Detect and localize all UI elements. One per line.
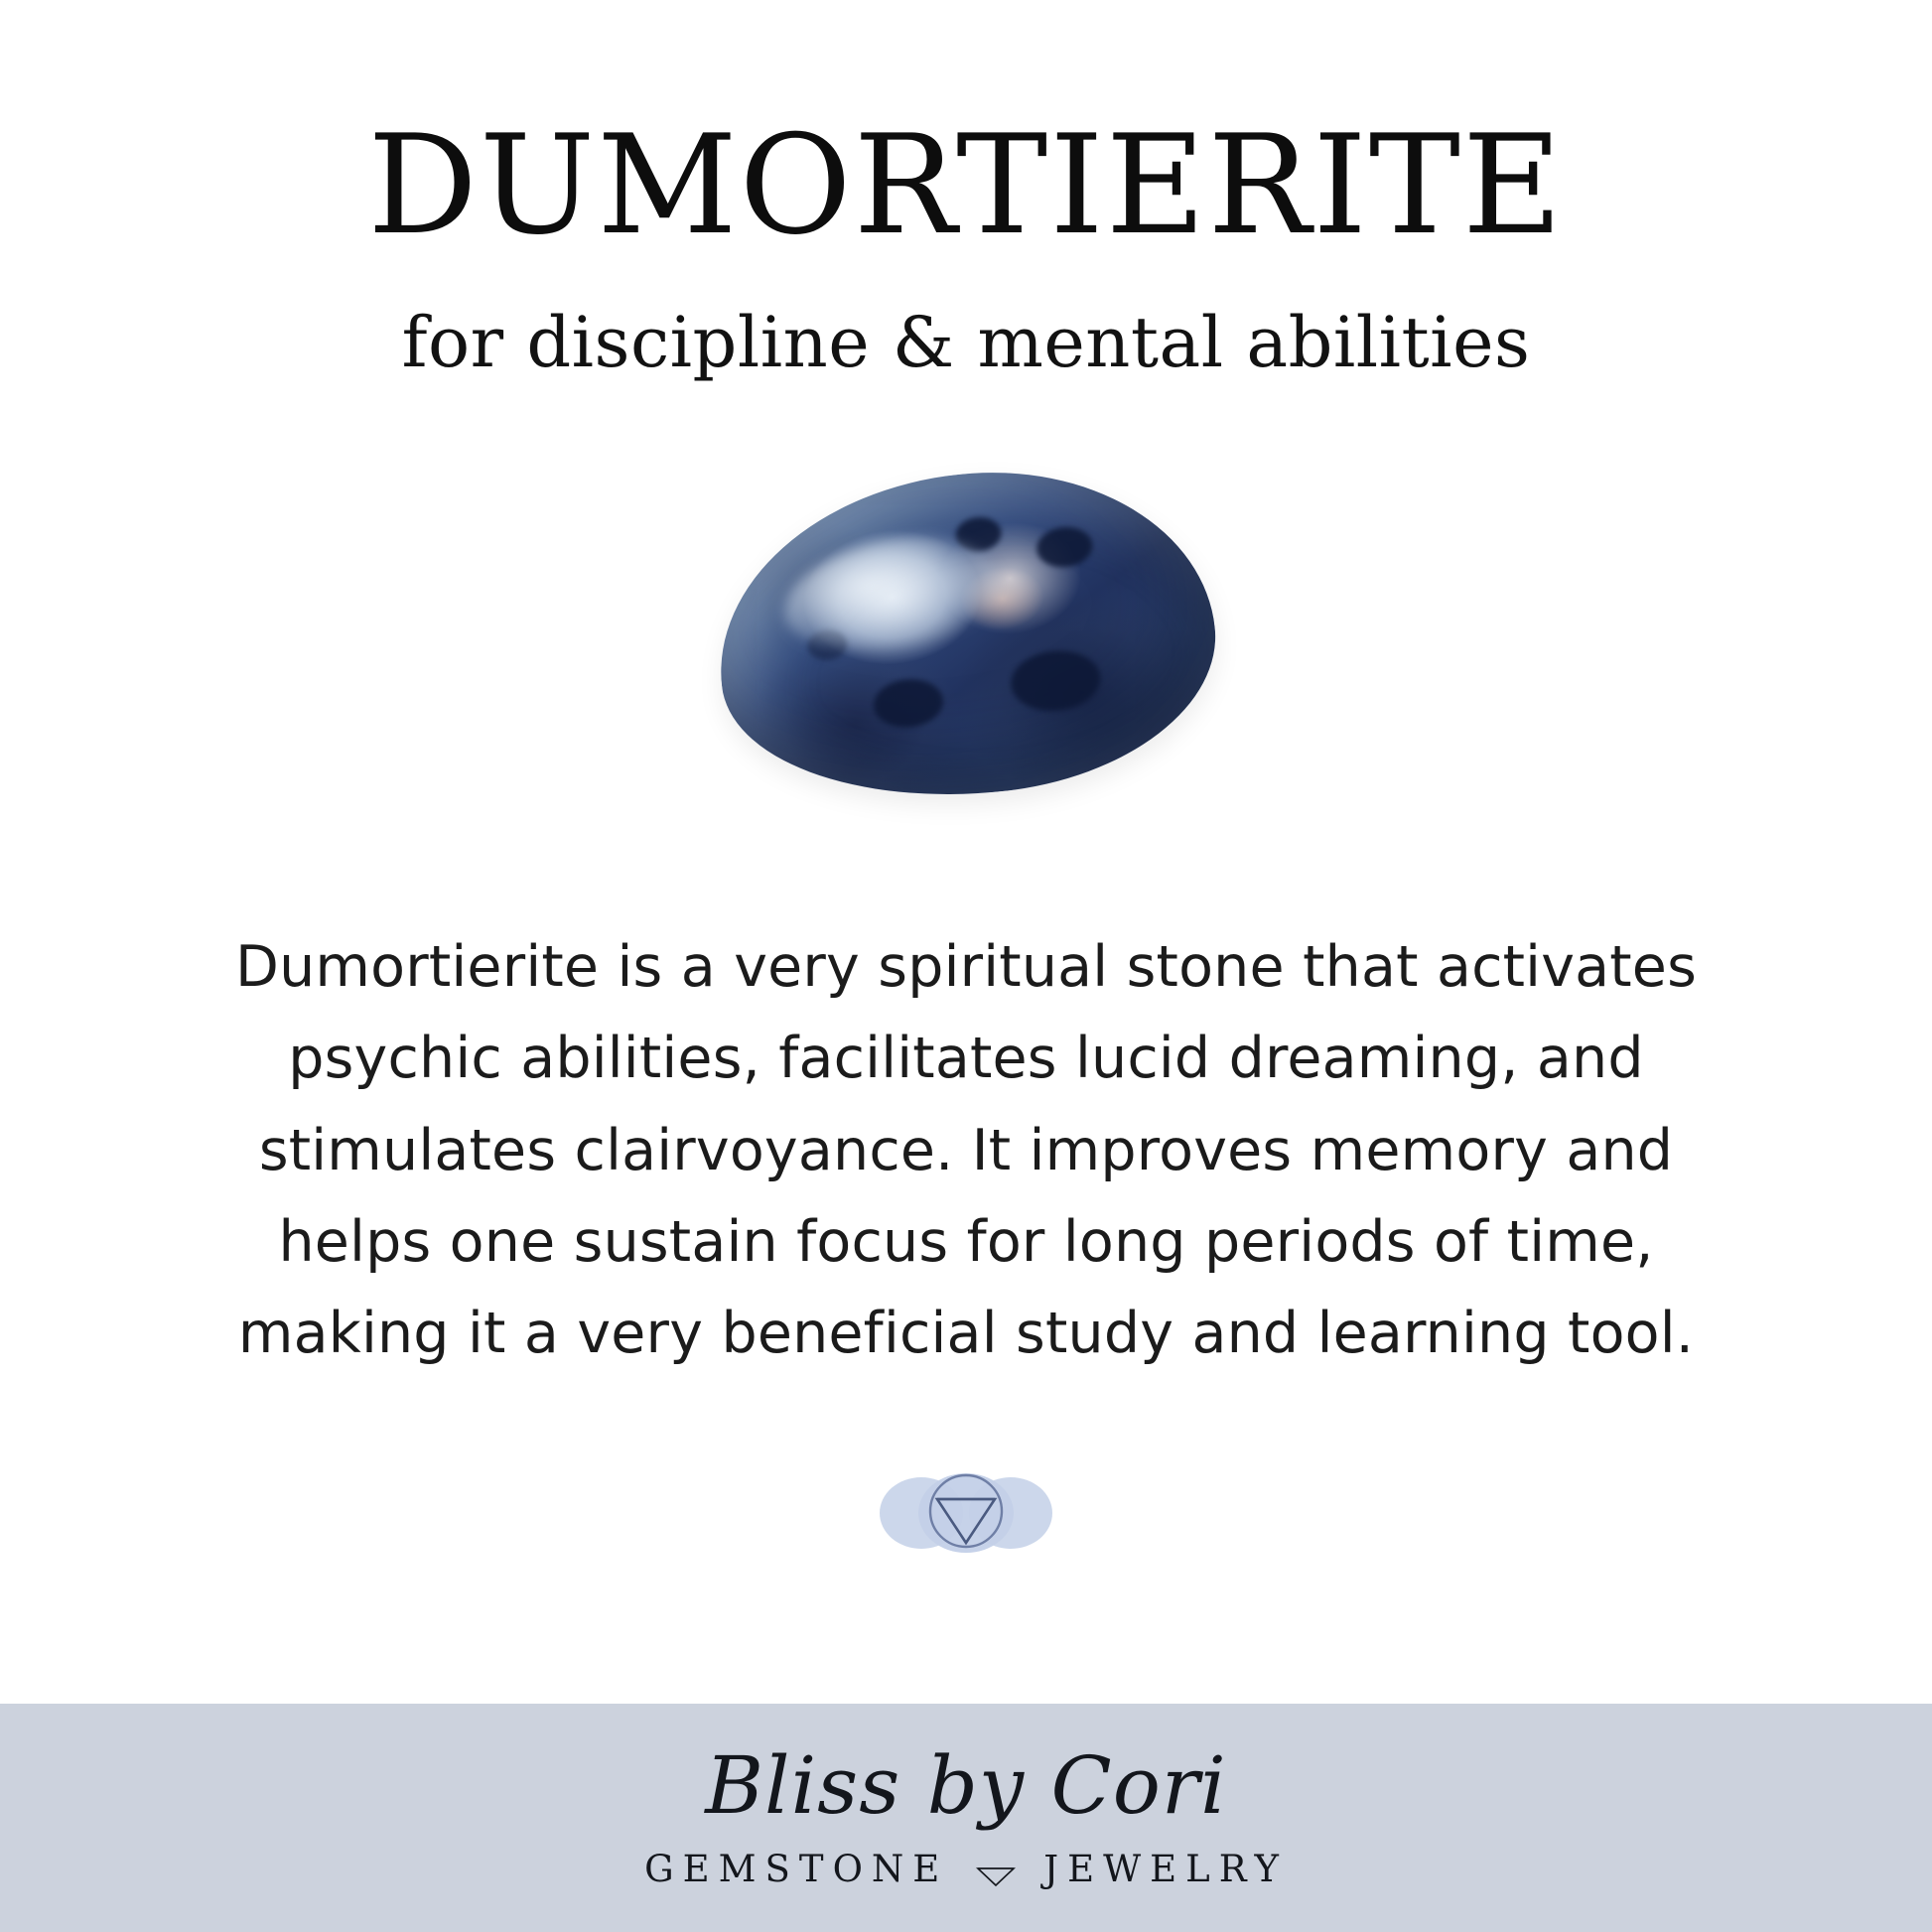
description-text: Dumortierite is a very spiritual stone that activates psychic abilities, facilitates lucid dreaming, and stimulates clairvoyance. It improves memory and helps one sustain focus for long periods of time, making it a very beneficial study and learning tool. [235,934,1697,1367]
stone-image [708,475,1224,802]
brand-tagline-right: JEWELRY [1043,1847,1288,1890]
stone-speck [806,627,849,661]
brand-tagline [644,1848,1288,1890]
stone-speck [954,515,1003,554]
stone-speck [1008,646,1103,715]
page-subtitle: for discipline & mental abilities [401,302,1531,383]
stone-speck [872,676,946,731]
brand-footer [0,1704,1932,1932]
gem-divider-icon [974,1854,1018,1883]
third-eye-chakra-icon [862,1446,1070,1575]
dumortierite-stone-graphic [703,450,1230,820]
page-title: DUMORTIERITE [367,105,1565,265]
brand-name: Bliss by Cori [705,1738,1227,1832]
brand-tagline-left: GEMSTONE [644,1847,949,1890]
stone-speck [1035,525,1094,571]
